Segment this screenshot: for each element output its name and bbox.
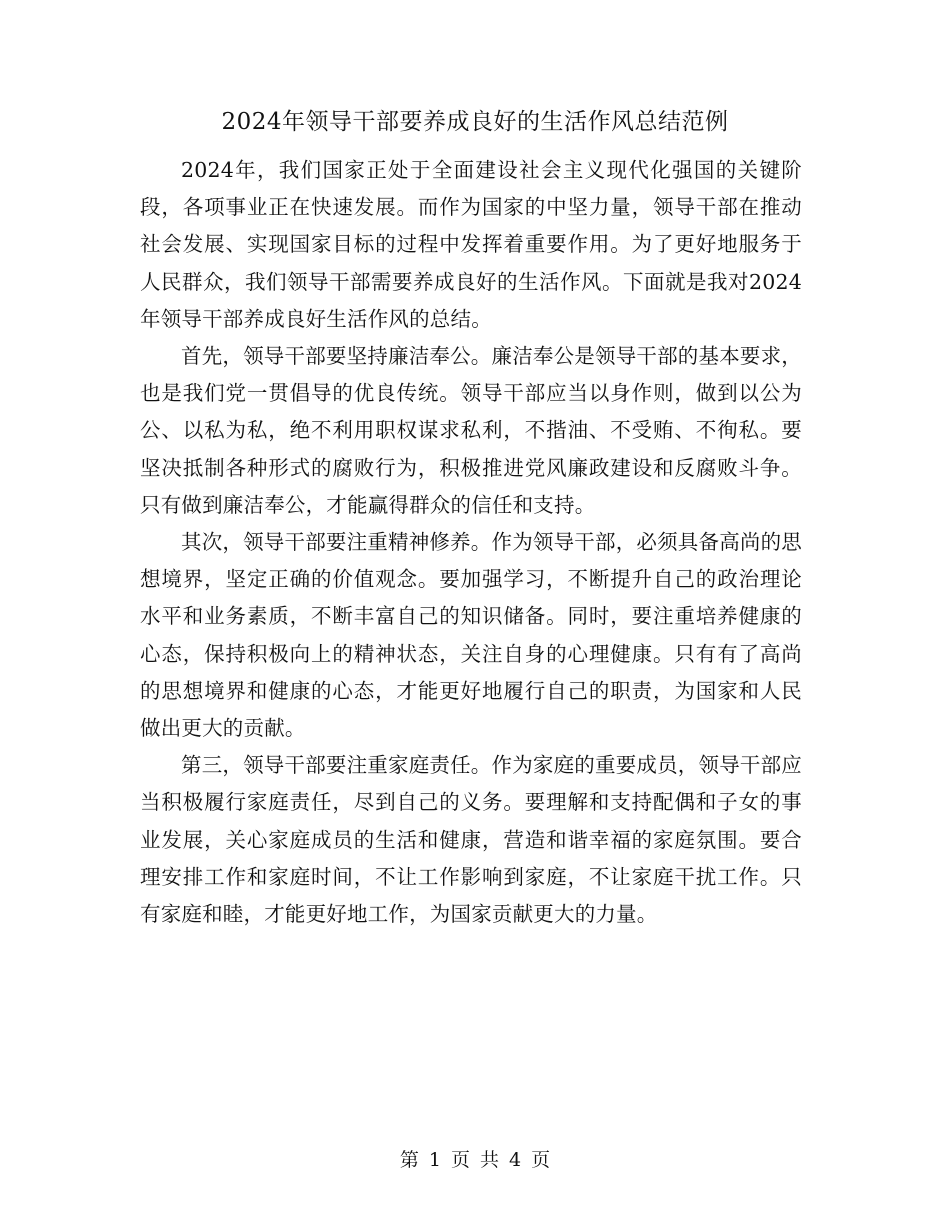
page-number-footer: 第 1 页 共 4 页	[399, 1149, 551, 1171]
paragraph-family-responsibility: 第三，领导干部要注重家庭责任。作为家庭的重要成员，领导干部应当积极履行家庭责任，尽到自己的义务。要理解和支持配偶和子女的事业发展，关心家庭成员的生活和健康，营造和谐幸福的家庭氛围。要合理安排工作和家庭时间，不让工作影响到家庭，不让家庭干扰工作。只有家庭和睦，才能更好地工作，为国家贡献更大的力量。	[140, 753, 802, 927]
paragraph-integrity: 首先，领导干部要坚持廉洁奉公。廉洁奉公是领导干部的基本要求，也是我们党一贯倡导的优良传统。领导干部应当以身作则，做到以公为公、以私为私，绝不利用职权谋求私利，不揩油、不受贿、不徇私。要坚决抵制各种形式的腐败行为，积极推进党风廉政建设和反腐败斗争。只有做到廉洁奉公，才能赢得群众的信任和支持。	[140, 344, 802, 517]
paragraph-spiritual-cultivation: 其次，领导干部要注重精神修养。作为领导干部，必须具备高尚的思想境界，坚定正确的价值观念。要加强学习，不断提升自己的政治理论水平和业务素质，不断丰富自己的知识储备。同时，要注重培养健康的心态，保持积极向上的精神状态，关注自身的心理健康。只有有了高尚的思想境界和健康的心态，才能更好地履行自己的职责，为国家和人民做出更大的贡献。	[140, 530, 802, 741]
document-title: 2024年领导干部要养成良好的生活作风总结范例	[221, 109, 729, 135]
document-body	[140, 152, 802, 933]
paragraph-intro: 2024年，我们国家正处于全面建设社会主义现代化强国的关键阶段，各项事业正在快速发展。而作为国家的中坚力量，领导干部在推动社会发展、实现国家目标的过程中发挥着重要作用。为了更好地服务于人民群众，我们领导干部需要养成良好的生活作风。下面就是我对2024年领导干部养成良好生活作风的总结。	[140, 158, 802, 331]
